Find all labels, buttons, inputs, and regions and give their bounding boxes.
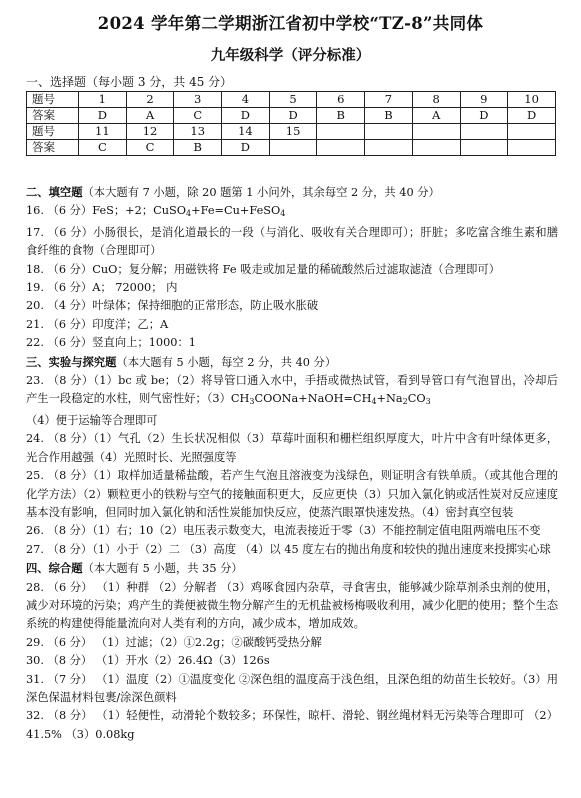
answer-table-cell: 1	[79, 92, 127, 108]
answer-16: 16. （6 分）FeS；+2；CuSO$_4$+Fe=Cu+FeSO$_4$	[26, 204, 286, 219]
answer-table-cell: 14	[222, 124, 270, 140]
answer-32: 32. （8 分） （1）轻便性，动滑轮个数较多；环保性，晾杆、滑轮、钢丝绳材料无污染等合理即可 （2）41.5% （3）0.08kg	[26, 709, 558, 741]
answer-table	[26, 91, 556, 156]
document-subtitle: 九年级科学（评分标准）	[210, 47, 371, 64]
answer-table-cell: 7	[365, 92, 413, 108]
answer-table-row-label: 答案	[27, 108, 79, 124]
answer-table-cell: C	[79, 140, 127, 156]
answer-21: 21. （6 分）印度洋；乙；A	[26, 317, 169, 331]
answer-29: 29. （6 分） （1）过滤；（2）①2.2g；②碳酸钙受热分解	[26, 635, 322, 649]
answer-table-cell: 4	[222, 92, 270, 108]
answer-table-row	[27, 92, 556, 108]
answer-table-cell: 3	[174, 92, 222, 108]
answer-table-cell: C	[174, 108, 222, 124]
answer-table-cell: B	[317, 108, 365, 124]
answer-table-cell: 9	[460, 92, 508, 108]
answer-table-cell: A	[412, 108, 460, 124]
answer-table-cell: C	[126, 140, 174, 156]
answer-table-cell	[317, 140, 365, 156]
answer-24: 24. （8 分）（1）气孔（2）生长状况相似（3）草莓叶面积和栅栏组织厚度大，叶片中含有叶绿体更多，光合作用越强（4）光照时长、光照强度等	[26, 432, 558, 464]
answer-18: 18. （6 分）CuO；复分解；用磁铁将 Fe 吸走或加足量的稀硫酸然后过滤取滤渣（合理即可）	[26, 262, 500, 276]
answer-table-cell: 13	[174, 124, 222, 140]
answer-table-cell: D	[508, 108, 556, 124]
answer-28: 28. （6 分） （1）种群 （2）分解者 （3）鸡啄食园内杂草，寻食害虫，能够减少除草剂杀虫剂的使用，减少对环境的污染；鸡产生的粪便被微生物分解产生的无机盐被杨梅吸收利用，减少化肥的使用；整个生态系统的构建使得能量流向对人类有利的方向，减少成本，增加成效。	[26, 580, 558, 631]
answer-table-cell: A	[126, 108, 174, 124]
answer-table-row-label: 题号	[27, 124, 79, 140]
answer-30: 30. （8 分） （1）开水（2）26.4Ω（3）126s	[26, 654, 270, 668]
answer-table-cell	[460, 140, 508, 156]
section-2-heading: 二、填空题（本大题有 7 小题，除 20 题第 1 小问外，其余每空 2 分，共 40 分）	[26, 185, 440, 199]
answer-table-row	[27, 108, 556, 124]
answer-23: 23. （8 分）（1）bc 或 be；（2）将导管口通入水中，手捂或微热试管，看到导管口有气泡冒出，冷却后产生一段稳定的水柱，则气密性好；$(3)CH_3COONa+NaOH=CH_4+Na_2CO_3$ （4）便于运输等合理即可	[26, 374, 558, 427]
answer-table-cell	[365, 124, 413, 140]
section-4-heading: 四、综合题（本大题有 5 小题，共 35 分）	[26, 561, 243, 576]
answer-25: 25. （8 分）（1）取样加适量稀盐酸，若产生气泡且溶液变为浅绿色，则证明含有铁单质。（或其他合理的化学方法）（2）颗粒更小的铁粉与空气的接触面积更大，反应更快（3）只加入氯化钠或活性炭对反应速度基本没有影响，但同时加入氯化钠和活性炭能加快反应，使蒸汽眼罩快速发热。（4）密封真空包装	[26, 469, 558, 519]
answer-table-cell: 12	[126, 124, 174, 140]
answer-27: 27. （8 分）（1）小于（2）二 （3）高度 （4）以 45 度左右的抛出角度和较快的抛出速度来投掷实心球	[26, 542, 551, 556]
answer-table-cell	[317, 124, 365, 140]
answer-table-row	[27, 124, 556, 140]
answer-table-cell: 8	[412, 92, 460, 108]
answer-table-cell: 5	[269, 92, 317, 108]
answer-table-cell	[269, 140, 317, 156]
answer-table-cell	[412, 140, 460, 156]
answer-20: 20. （4 分）叶绿体；保持细胞的正常形态，防止吸水胀破	[26, 299, 319, 313]
answer-table-row-label: 答案	[27, 140, 79, 156]
answer-table-cell: 10	[508, 92, 556, 108]
answer-table-cell	[508, 124, 556, 140]
answer-table-cell: 2	[126, 92, 174, 108]
answer-26: 26. （8 分）（1）右；10（2）电压表示数变大，电流表接近于零（3）不能控制定值电阻两端电压不变	[26, 524, 541, 538]
answer-table-cell: D	[222, 140, 270, 156]
answer-table-cell: D	[460, 108, 508, 124]
answer-table-cell: D	[222, 108, 270, 124]
answer-table-cell: D	[269, 108, 317, 124]
answer-table-cell	[508, 140, 556, 156]
answer-table-cell	[412, 124, 460, 140]
answer-body	[26, 183, 558, 744]
answer-table-cell	[365, 140, 413, 156]
answer-table-cell: 11	[79, 124, 127, 140]
answer-table-row-label: 题号	[27, 92, 79, 108]
section-3-heading: 三、实验与探究题（本大题有 5 小题，每空 2 分，共 40 分）	[26, 354, 337, 369]
answer-table-row	[27, 140, 556, 156]
section-1-heading: 一、选择题（每小题 3 分，共 45 分）	[26, 75, 233, 89]
answer-table-cell: D	[79, 108, 127, 124]
answer-table-cell: 15	[269, 124, 317, 140]
answer-19: 19. （6 分）A； 72000； 内	[26, 281, 178, 295]
answer-table-cell	[460, 124, 508, 140]
answer-22: 22. （6 分）竖直向上；1000：1	[26, 336, 196, 350]
answer-table-cell: 6	[317, 92, 365, 108]
answer-table-cell: B	[365, 108, 413, 124]
document-title: 2024 学年第二学期浙江省初中学校“TZ-8”共同体	[97, 14, 484, 33]
answer-17: 17. （6 分）小肠很长，是消化道最长的一段（与消化、吸收有关合理即可）；肝脏；多吃富含维生素和膳食纤维的食物（合理即可）	[26, 225, 558, 258]
answer-table-cell: B	[174, 140, 222, 156]
answer-31: 31. （7 分） （1）温度（2）①温度变化 ②深色组的温度高于浅色组，且深色组的幼苗生长较好。（3）用深色保温材料包裹/涂深色颜料	[26, 672, 558, 704]
